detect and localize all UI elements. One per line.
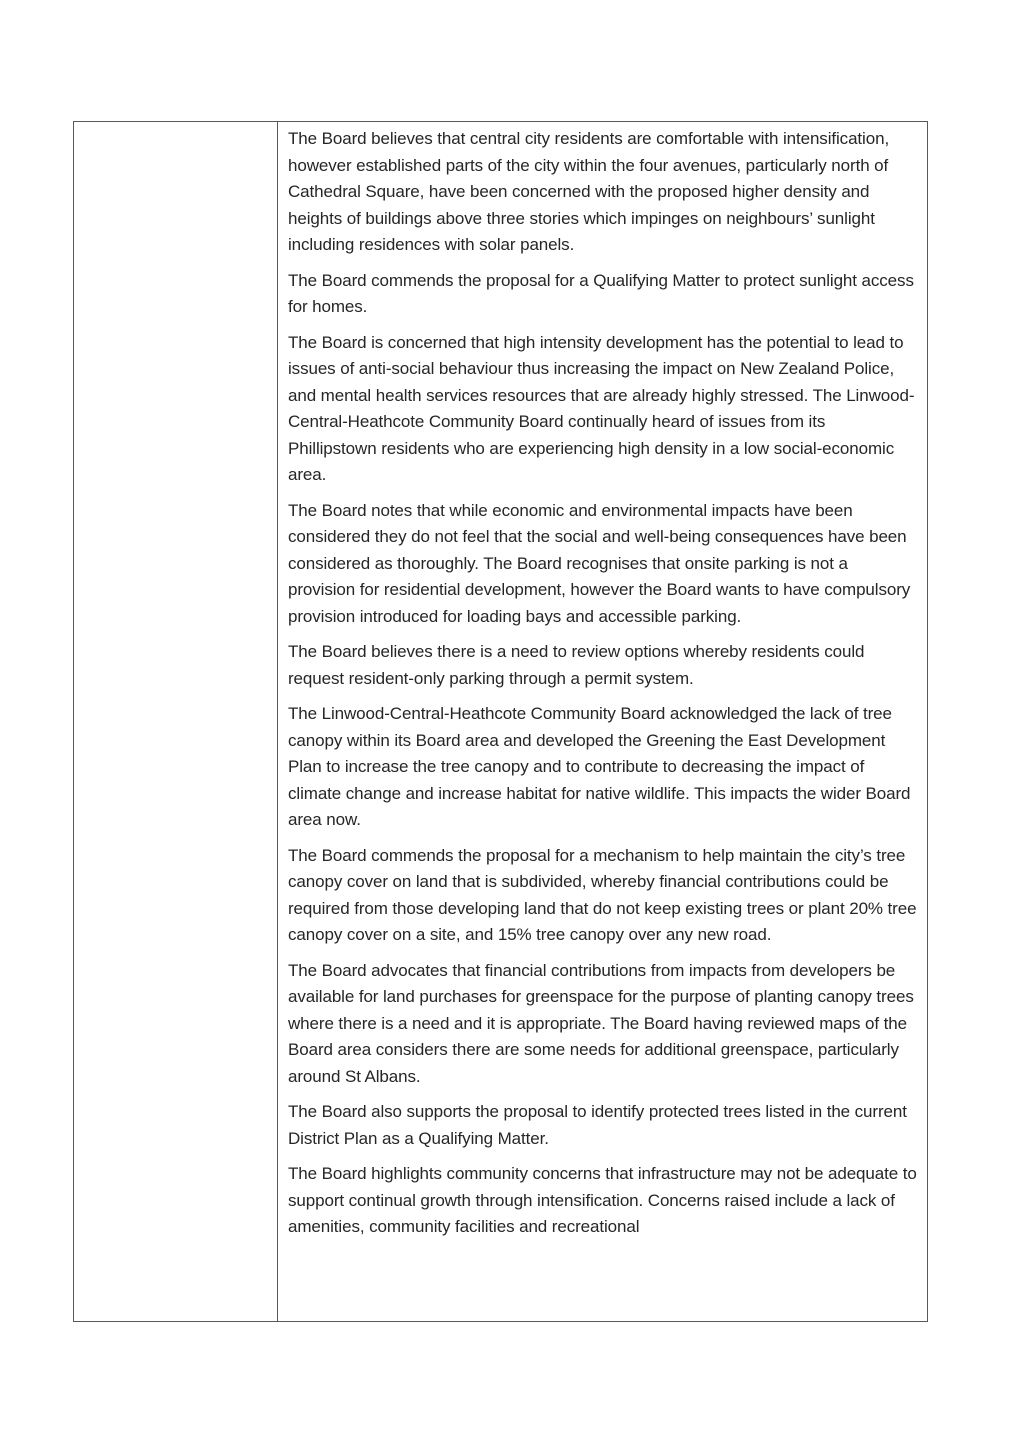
paragraph-infrastructure-concerns: The Board highlights community concerns that infrastructure may not be adequate to support continual growth through intensification. Concerns raised include a lack of amenities, community facilities and recreational: [288, 1164, 917, 1236]
paragraph-tree-canopy-greening: The Linwood-Central-Heathcote Community Board acknowledged the lack of tree canopy within its Board area and developed the Greening the East Development Plan to increase the tree canopy and to contribute to decreasing the impact of climate change and increase habitat for native wildlife. This impacts the wider Board area now.: [288, 704, 911, 829]
paragraph-qualifying-matter-sunlight: The Board commends the proposal for a Qualifying Matter to protect sunlight access for homes.: [288, 270, 914, 316]
table-label-cell: [74, 122, 278, 1321]
feedback-table: [73, 121, 928, 1322]
paragraph-canopy-mechanism: The Board commends the proposal for a mechanism to help maintain the city’s tree canopy cover on land that is subdivided, whereby financial contributions could be required from those developing land that do not keep existing trees or plant 20% tree canopy cover on a site, and 15% tree canopy over any new road.: [288, 845, 917, 944]
paragraph-financial-contributions-greenspace: The Board advocates that financial contributions from impacts from developers be available for land purchases for greenspace for the purpose of planting canopy trees where there is a need and it is appropriate. The Board having reviewed maps of the Board area considers there are some needs for additional greenspace, particularly around St Albans.: [288, 960, 914, 1086]
table-content-cell: [278, 122, 927, 1321]
paragraph-sunlight-concerns: The Board believes that central city residents are comfortable with intensification, however established parts of the city within the four avenues, particularly north of Cathedral Square, have been concerned with the proposed higher density and heights of buildings above three stories which impinges on neighbours’ sunlight including residences with solar panels.: [288, 129, 890, 254]
paragraph-resident-only-parking: The Board believes there is a need to review options whereby residents could request resident-only parking through a permit system.: [288, 642, 865, 688]
paragraph-social-wellbeing-parking: The Board notes that while economic and environmental impacts have been considered they do not feel that the social and well-being consequences have been considered as thoroughly. The Board recognises that onsite parking is not a provision for residential development, however the Board wants to have compulsory provision introduced for loading bays and accessible parking.: [288, 500, 911, 626]
paragraph-anti-social-behaviour: The Board is concerned that high intensity development has the potential to lead to issues of anti-social behaviour thus increasing the impact on New Zealand Police, and mental health services resources that are already highly stressed. The Linwood-Central-Heathcote Community Board continually heard of issues from its Phillipstown residents who are experiencing high density in a low social-economic area.: [288, 332, 915, 484]
paragraph-protected-trees: The Board also supports the proposal to identify protected trees listed in the current District Plan as a Qualifying Matter.: [288, 1102, 907, 1148]
